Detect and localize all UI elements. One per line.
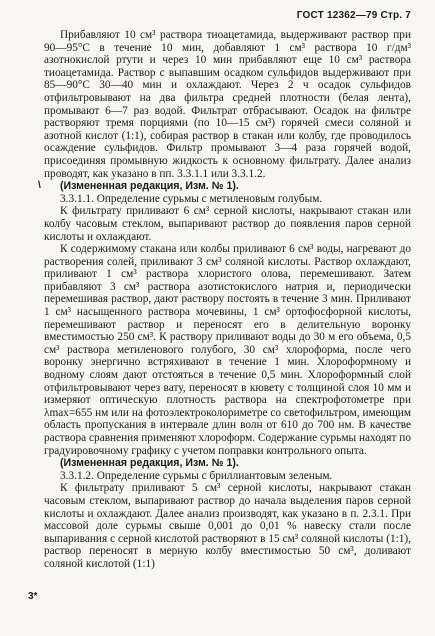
amendment-note xyxy=(44,457,411,470)
paragraph-text: 3.3.1.1. Определение сурьмы с метиленовым голубым. xyxy=(60,192,323,205)
amendment-note xyxy=(38,180,411,193)
paragraph-text: К фильтрату приливают 5 см³ серной кислоты, накрывают стакан часовым стеклом, выпаривают раствор до начала выделения паров серной кислоты и охлаждают. Далее анализ производят, как указано в п. 2.3.1. При массовой доле сурьмы свыше 0,001 до 0,01 % навеску стали после выпаривания с серной кислотой растворяют в 15 см³ соляной кислоты (1:1), раствор переносят в мерную колбу вместимостью 50 см³, доливают соляной кислотой (1:1) xyxy=(44,482,411,570)
paragraph xyxy=(44,193,411,206)
paragraph xyxy=(44,470,411,483)
page-signature: 3* xyxy=(28,591,38,602)
paragraph-text: (Измененная редакция, Изм. № 1). xyxy=(60,180,239,193)
paragraph xyxy=(44,205,411,243)
paragraph xyxy=(44,29,411,180)
margin-mark: \ xyxy=(38,180,41,192)
paragraph-text: К фильтрату приливают 6 см³ серной кислоты, накрывают стакан или колбу часовым стеклом, выпаривают раствор до появления паров серной кислоты и охлаждают. xyxy=(44,205,411,243)
document-body xyxy=(38,29,411,571)
paragraph-text: К содержимому стакана или колбы приливают 6 см³ воды, нагревают до растворения солей, приливают 3 см³ соляной кислоты. Раствор охлаждают, приливают 1 см³ раствора хлористого олова, перемешивают. Затем прибавляют 3 см³ раствора азотистокислого натрия и, периодически перемешивая раствор, дают раствору постоять в течение 3 мин. Приливают 1 см³ насыщенного раствора мочевины, 1 см³ ортофосфорной кислоты, перемешивают раствор и переносят его в делительную воронку вместимостью 250 см³. К раствору приливают воды до 30 м его объема, 0,5 см³ раствора метиленового голубого, 30 см³ хлороформа, после чего воронку энергично встряхивают в течение 1 мин. Хлороформному и водному слоям дают отстояться в течение 0,5 мин. Хлороформный слой отфильтровывают через вату, переносят в кювету с толщиной слоя 10 мм и измеряют оптическую плотность раствора на спектрофотометре при λmax=655 нм или на фотоэлектроколориметре со светофильтром, имеющим область пропускания в интервале длин волн от 610 до 700 нм. В качестве раствора сравнения применяют хлороформ. Содержание сурьмы находят по градуировочному графику с учетом поправки контрольного опыта. xyxy=(44,243,411,457)
paragraph xyxy=(44,482,411,570)
page-header: ГОСТ 12362—79 Стр. 7 xyxy=(296,10,411,21)
paragraph-text: (Измененная редакция, Изм. № 1). xyxy=(60,457,239,470)
paragraph-text: Прибавляют 10 см³ раствора тиоацетамида, выдерживают раствор при 90—95°С в течение 10 мин, добавляют 1 см³ раствора 10 г/дм³ азотнокислой ртути и через 10 мин прибавляют еще 10 см³ раствора тиоацетамида. Раствор с выпавшим осадком сульфидов выдерживают при 85—90°С 30—40 мин и охлаждают. Через 2 ч осадок сульфидов отфильтровывают на два фильтра средней плотности (белая лента), промывают 6—7 раз водой. Фильтрат отбрасывают. Осадок на фильтре растворяют тремя порциями (по 10—15 см³) горячей смеси соляной и азотной кислот (1:1), собирая раствор в стакан или колбу, где проводилось осаждение сульфидов. Фильтр промывают 3—4 раза горячей водой, присоединяя промывную жидкость к основному фильтрату. Далее анализ проводят, как указано в пп. 3.3.1.1 или 3.3.1.2. xyxy=(44,29,411,180)
paragraph-text: 3.3.1.2. Определение сурьмы с бриллиантовым зеленым. xyxy=(60,469,333,482)
paragraph xyxy=(44,243,411,457)
